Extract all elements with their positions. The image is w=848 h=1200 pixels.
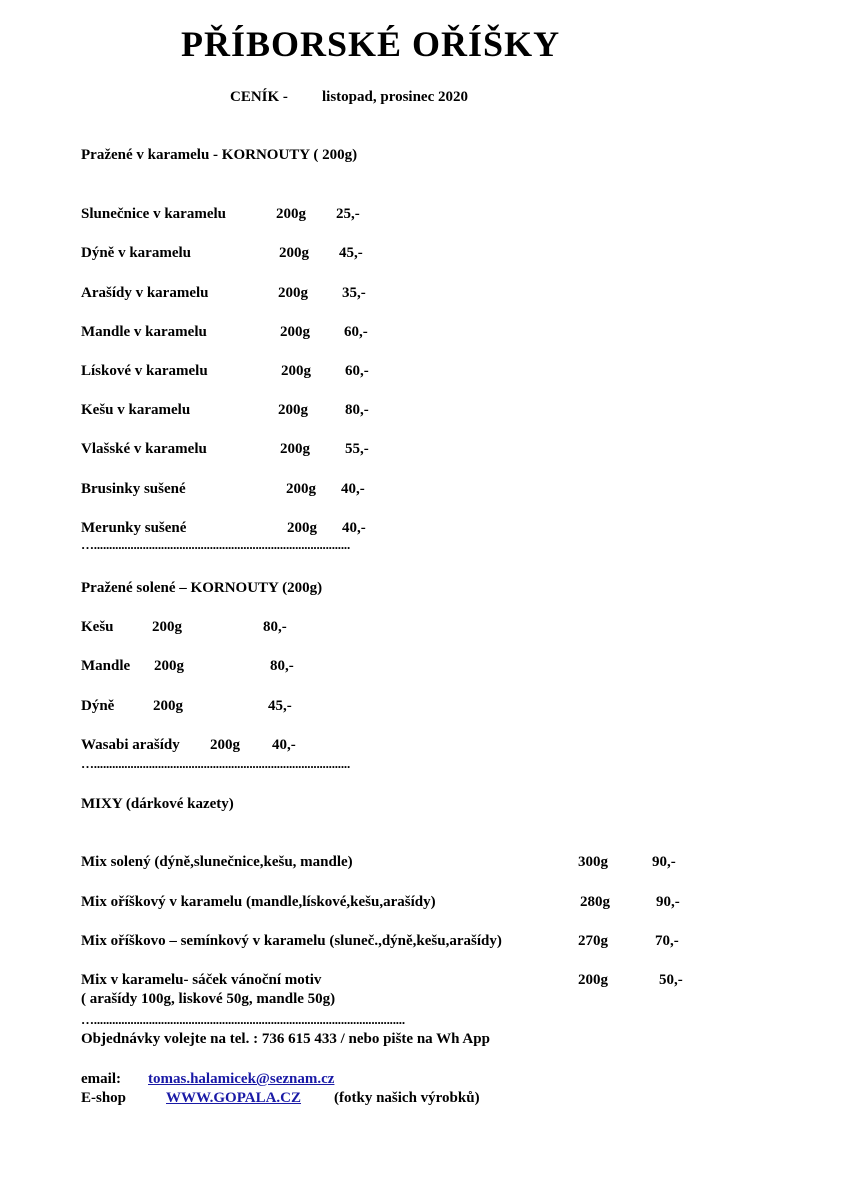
item-name: Wasabi arašídy (81, 737, 180, 753)
item-weight: 200g (210, 737, 240, 753)
item-weight: 200g (280, 441, 310, 457)
item-price: 35,- (342, 285, 366, 301)
section-heading-salted: Pražené solené – KORNOUTY (200g) (81, 580, 323, 596)
item-price: 80,- (270, 658, 294, 674)
item-weight: 200g (276, 206, 306, 222)
item-weight: 200g (278, 285, 308, 301)
price-list-period: listopad, prosinec 2020 (322, 89, 468, 105)
item-name: Dýně v karamelu (81, 245, 191, 261)
item-price: 90,- (652, 854, 676, 870)
dotted-divider: ….................................................................................... (81, 756, 351, 771)
item-price: 50,- (659, 972, 683, 988)
item-price: 40,- (272, 737, 296, 753)
item-name: Brusinky sušené (81, 481, 186, 497)
item-price: 90,- (656, 894, 680, 910)
item-name: Kešu (81, 619, 114, 635)
item-name: Lískové v karamelu (81, 363, 208, 379)
item-name: Merunky sušené (81, 520, 187, 536)
item-name: Mandle (81, 658, 131, 674)
item-name: Mix solený (dýně,slunečnice,kešu, mandle) (81, 854, 353, 870)
item-weight: 200g (154, 658, 184, 674)
order-instructions: Objednávky volejte na tel. : 736 615 433 / nebo pište na Wh App (81, 1031, 490, 1047)
item-weight: 200g (278, 402, 308, 418)
eshop-label: E-shop (81, 1090, 127, 1106)
eshop-note: (fotky našich výrobků) (334, 1090, 480, 1106)
item-price: 55,- (345, 441, 369, 457)
item-name: Vlašské v karamelu (81, 441, 207, 457)
eshop-link[interactable]: WWW.GOPALA.CZ (166, 1090, 302, 1106)
item-weight: 200g (281, 363, 311, 379)
item-name: Dýně (81, 698, 115, 714)
item-weight: 280g (580, 894, 610, 910)
item-weight: 200g (287, 520, 317, 536)
item-price: 45,- (268, 698, 292, 714)
item-name: Mix oříškovo – semínkový v karamelu (sluneč.,dýně,kešu,arašídy) (81, 933, 502, 949)
price-list-label: CENÍK - (230, 89, 288, 105)
item-weight: 300g (578, 854, 608, 870)
email-link[interactable]: tomas.halamicek@seznam.cz (148, 1071, 335, 1087)
item-price: 45,- (339, 245, 363, 261)
item-weight: 200g (279, 245, 309, 261)
item-weight: 200g (286, 481, 316, 497)
dotted-divider: ….................................................................................... (81, 537, 351, 552)
item-price: 40,- (342, 520, 366, 536)
item-weight: 200g (578, 972, 608, 988)
item-name: Arašídy v karamelu (81, 285, 209, 301)
item-name: Mandle v karamelu (81, 324, 207, 340)
item-weight: 200g (153, 698, 183, 714)
email-label: email: (81, 1071, 121, 1087)
item-price: 80,- (263, 619, 287, 635)
item-price: 40,- (341, 481, 365, 497)
item-note: ( arašídy 100g, liskové 50g, mandle 50g) (81, 991, 336, 1007)
item-price: 60,- (344, 324, 368, 340)
section-heading-mixes: MIXY (dárkové kazety) (81, 796, 234, 812)
item-weight: 270g (578, 933, 608, 949)
dotted-divider: …...................................................................................................... (81, 1012, 405, 1027)
item-name: Mix v karamelu- sáček vánoční motiv (81, 972, 322, 988)
page-title: PŘÍBORSKÉ OŘÍŠKY (181, 24, 561, 64)
item-name: Slunečnice v karamelu (81, 206, 226, 222)
item-price: 60,- (345, 363, 369, 379)
section-heading-caramel: Pražené v karamelu - KORNOUTY ( 200g) (81, 147, 358, 163)
item-name: Kešu v karamelu (81, 402, 191, 418)
item-weight: 200g (280, 324, 310, 340)
item-name: Mix oříškový v karamelu (mandle,lískové,kešu,arašídy) (81, 894, 436, 910)
item-weight: 200g (152, 619, 182, 635)
item-price: 25,- (336, 206, 360, 222)
item-price: 80,- (345, 402, 369, 418)
item-price: 70,- (655, 933, 679, 949)
